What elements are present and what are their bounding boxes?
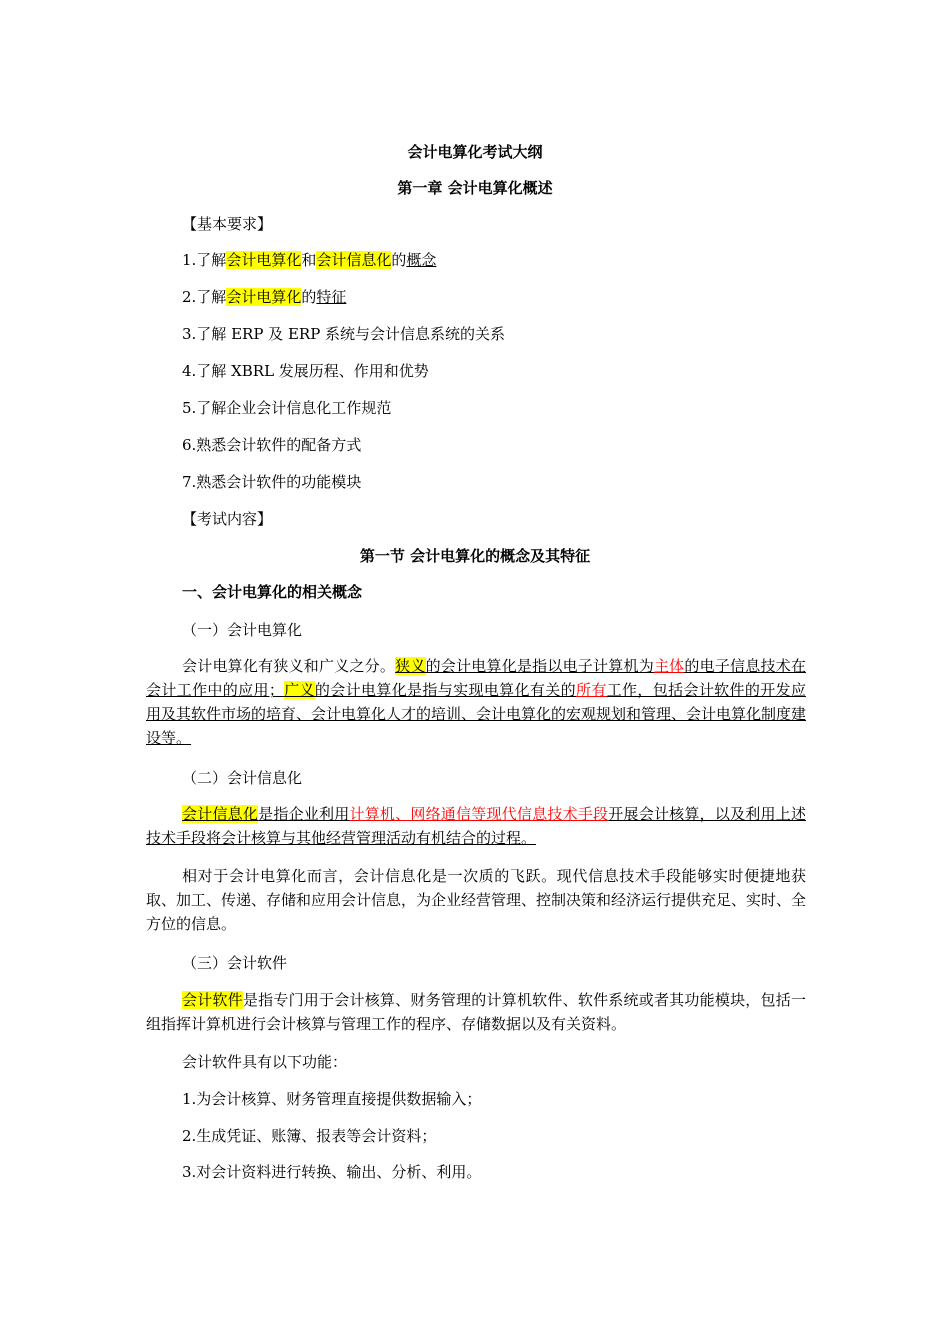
p1-narrow-term: 狭义 xyxy=(395,657,426,675)
p1-broad-term: 广义 xyxy=(283,681,315,699)
basic-requirements-label: 【基本要求】 xyxy=(182,215,273,233)
p2-term: 会计信息化 xyxy=(182,805,259,823)
p1-part-5: 的电子信息技术在会计工作中的应用； xyxy=(146,657,806,699)
p2-red-means: 计算机、网络通信等现代信息技术手段 xyxy=(349,805,609,823)
p1-part-1: 会计电算化有狭义和广义之分。 xyxy=(182,657,396,675)
p4-part-2: 是指专门用于会计核算、财务管理的计算机软件、软件系统或者其功能模块，包括一组指挥计算机进行会计核算与管理工作的程序、存储数据以及有关资料。 xyxy=(146,991,806,1033)
requirement-7: 7.熟悉会计软件的功能模块 xyxy=(182,473,362,491)
p1-subject-term: 主体 xyxy=(653,657,685,675)
p1-all-term: 所有 xyxy=(575,681,607,699)
p1-part-3: 的会计电算化是指以电子计算机为 xyxy=(425,657,654,675)
exam-content-label: 【考试内容】 xyxy=(182,510,273,528)
paragraph-2 xyxy=(146,802,806,850)
req1-highlight-b: 会计信息化 xyxy=(316,251,392,269)
requirement-3: 3.了解 ERP 及 ERP 系统与会计信息系统的关系 xyxy=(182,325,506,343)
req1-prefix: 1.了解 xyxy=(182,251,227,269)
req2-prefix: 2.了解 xyxy=(182,288,227,306)
chapter-title: 第一章 会计电算化概述 xyxy=(397,179,553,197)
requirement-1 xyxy=(182,248,436,272)
subsection-1-title: （一）会计电算化 xyxy=(182,621,303,639)
paragraph-3: 相对于会计电算化而言，会计信息化是一次质的飞跃。现代信息技术手段能够实时便捷地获取、加工、传递、存储和应用会计信息，为企业经营管理、控制决策和经济运行提供充足、实时、全方位的信息。 xyxy=(146,867,807,933)
requirement-5: 5.了解企业会计信息化工作规范 xyxy=(182,399,392,417)
req2-mid: 的 xyxy=(301,288,317,306)
document-title: 会计电算化考试大纲 xyxy=(407,143,543,161)
p4-term: 会计软件 xyxy=(182,991,243,1009)
p1-part-7: 的会计电算化是指与实现电算化有关的 xyxy=(314,681,576,699)
requirement-6: 6.熟悉会计软件的配备方式 xyxy=(182,436,362,454)
p1-part-9: 工作，包括会计软件的开发应用及其软件市场的培育、会计电算化人才的培训、会计电算化的宏观规划和管理、会计电算化制度建设等。 xyxy=(146,681,807,747)
section-title: 第一节 会计电算化的概念及其特征 xyxy=(359,547,591,565)
paragraph-5: 会计软件具有以下功能： xyxy=(182,1053,348,1071)
function-1: 1.为会计核算、财务管理直接提供数据输入； xyxy=(182,1090,482,1108)
paragraph-1 xyxy=(146,654,806,750)
subsection-3-title: （三）会计软件 xyxy=(182,954,288,972)
function-2: 2.生成凭证、账簿、报表等会计资料； xyxy=(182,1127,437,1145)
req1-highlight-a: 会计电算化 xyxy=(226,251,302,269)
req2-underlined: 特征 xyxy=(316,288,347,306)
req1-mid2: 的 xyxy=(391,251,407,269)
req2-highlight: 会计电算化 xyxy=(226,288,302,306)
req1-underlined: 概念 xyxy=(406,251,437,269)
part-title: 一、会计电算化的相关概念 xyxy=(182,583,363,601)
paragraph-4 xyxy=(146,988,806,1036)
requirement-4: 4.了解 XBRL 发展历程、作用和优势 xyxy=(182,362,429,380)
p2-part-2: 是指企业利用 xyxy=(258,805,350,823)
p2-part-4: 开展会计核算，以及利用上述技术手段将会计核算与其他经营管理活动有机结合的过程。 xyxy=(146,805,806,847)
req1-mid: 和 xyxy=(301,251,317,269)
requirement-2 xyxy=(182,285,346,309)
subsection-2-title: （二）会计信息化 xyxy=(182,769,303,787)
function-3: 3.对会计资料进行转换、输出、分析、利用。 xyxy=(182,1163,482,1181)
